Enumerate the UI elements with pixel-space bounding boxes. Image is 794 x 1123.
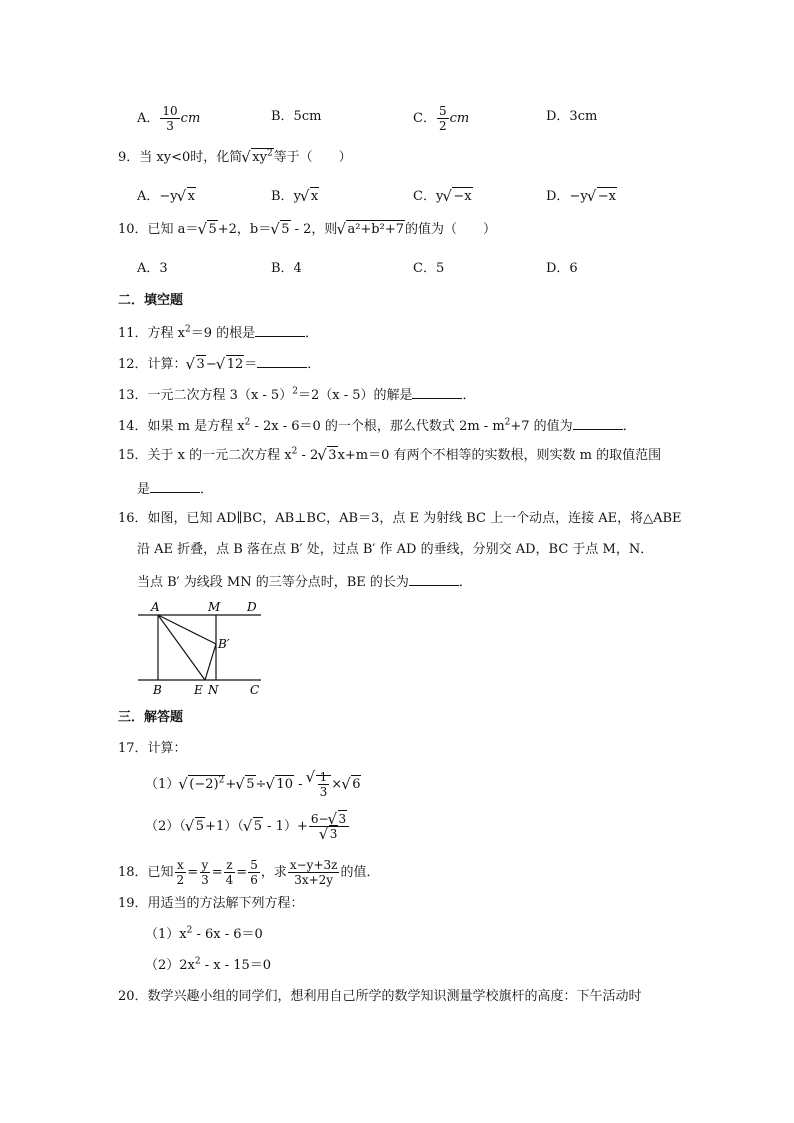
question-9: 9．当 xy<0时，化简√ $xy^2$等于（ ） <box>118 150 352 166</box>
answer-blank <box>412 386 462 399</box>
question-20: 20．数学兴趣小组的同学们，想利用自己所学的数学知识测量学校旗杆的高度：下午活动时 <box>118 989 642 1004</box>
label-N: N <box>208 683 219 697</box>
q10-option-a: A．3 <box>137 261 168 276</box>
q10-option-b: B．4 <box>271 261 302 276</box>
question-13: 13．一元二次方程 3（x - 5）$^2$＝2（x - 5）的解是 ． <box>118 386 476 403</box>
question-17-part2: （2）（√ 5+1）（√ 5 - 1）+ 6−√ 3 √ 3 <box>145 812 350 841</box>
label-C: C <box>250 683 260 697</box>
sqrt: √ $xy^2$ <box>242 150 273 166</box>
question-19-part2: $(2)2x^2 - x - 15=0$ <box>145 956 272 973</box>
label-E: E <box>194 683 203 697</box>
label-B: B <box>153 683 162 697</box>
q8-option-c: C． $\frac{5}{2}$ cm <box>413 104 470 133</box>
question-15: 15．关于 x 的一元二次方程 $x^2 - 2√$ 3x+m＝0 有两个不相等的实数根，则实数 m 的取值范围 <box>118 448 661 464</box>
question-10: 10．已知 a＝√ 5+2，b＝√ 5 - 2，则√ a²+b²+7的值为（ ） <box>118 222 496 238</box>
segment-BprimeE <box>205 644 216 680</box>
question-18: 18．已知 $\frac{x}{2}$ = $\frac{y}{3}$ = $\frac{z}{4}$ = $\frac{5}{6}$ ，求 $\frac{x-y+3z}{3x+2y}$ 的值． <box>118 858 380 887</box>
segment-ABprime <box>158 615 216 644</box>
fraction: $\frac{10}{3}$ <box>162 104 178 133</box>
geometry-figure <box>136 598 266 698</box>
q9-option-b: B．y√ x <box>271 189 319 205</box>
question-16-line1: 16．如图，已知 AD∥BC，AB⊥BC，AB＝3，点 E 为射线 BC 上一个动点，连接 AE，将△ABE <box>118 511 682 526</box>
section-heading-fill-in: 二．填空题 <box>118 293 184 308</box>
question-19-part1: $(1)x^2 - 6x - 6=0$ <box>145 925 263 942</box>
question-15-line2: 是 ． <box>137 482 214 497</box>
q9-option-d: D．−y√ −x <box>546 189 617 205</box>
answer-blank <box>255 324 305 337</box>
answer-blank <box>409 573 459 586</box>
q8-option-a: A． $\frac{10}{3}$ cm <box>137 104 201 133</box>
answer-blank <box>573 417 623 430</box>
segment-AE <box>158 615 205 680</box>
question-14: 14．如果 m 是方程 $x^2 - 2x - 6=0$ 的一个根，那么代数式 $2m - m^2+7$ 的值为 ． <box>118 417 636 434</box>
question-16-line2: 沿 AE 折叠，点 B 落在点 B′ 处，过点 B′ 作 AD 的垂线，分别交 AD，BC 于点 M，N． <box>137 542 654 557</box>
question-11: 11．方程 $x^2=9$ 的根是 ． <box>118 324 319 341</box>
q10-option-d: D．6 <box>546 261 578 276</box>
q10-option-c: C．5 <box>413 261 445 276</box>
section-heading-solutions: 三．解答题 <box>118 710 184 725</box>
q8-option-b: B．5cm <box>271 109 322 124</box>
question-17: 17．计算： <box>118 741 187 756</box>
label-M: M <box>208 600 221 614</box>
q9-option-a: A．−y√ x <box>137 189 196 205</box>
question-12: 12．计算：√ 3−√ 12＝ ． <box>118 355 320 373</box>
fraction: $\frac{5}{2}$ <box>438 104 447 133</box>
question-16-line3: 当点 B′ 为线段 MN 的三等分点时，BE 的长为 ． <box>137 575 472 590</box>
label-A: A <box>151 600 160 614</box>
q8-option-d: D．3cm <box>546 109 598 124</box>
label-D: D <box>247 600 257 614</box>
question-17-part1: （1）√ $(-2)^2+√$ 5÷√ 10 - √ $\frac{1}{3}$ ×√ 6 <box>145 770 361 799</box>
question-19: 19．用适当的方法解下列方程： <box>118 896 304 911</box>
label-Bprime: B′ <box>218 637 230 651</box>
answer-blank <box>150 480 200 493</box>
q9-option-c: C．y√ −x <box>413 189 473 205</box>
answer-blank <box>257 355 307 368</box>
